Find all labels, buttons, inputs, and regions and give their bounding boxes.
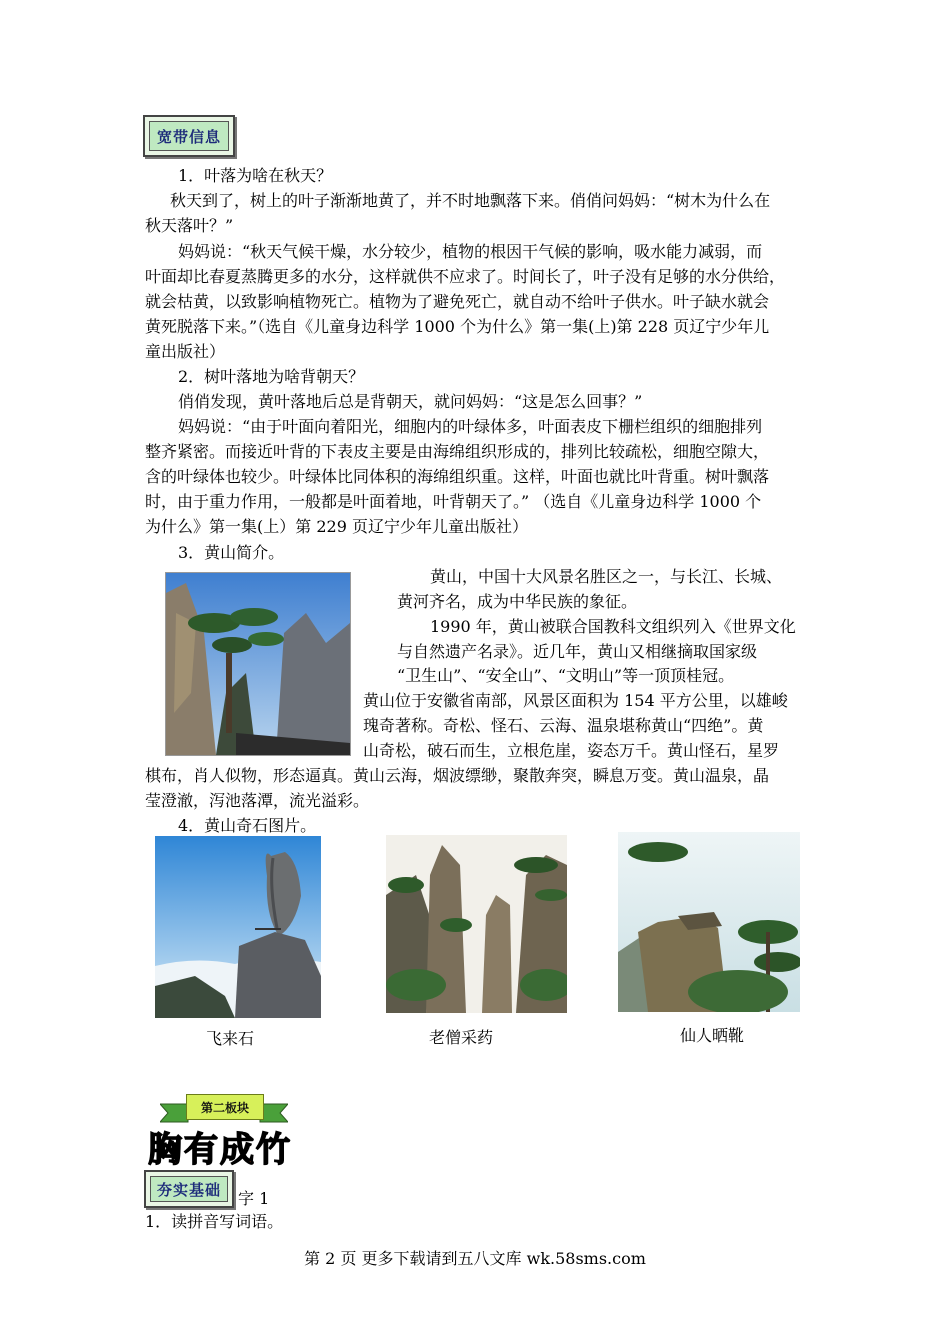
sec3-right-line2: 黄河齐名，成为中华民族的象征。 — [397, 592, 638, 611]
caption-laoseng-caiyao: 老僧采药 — [429, 1028, 494, 1047]
module-ribbon-label: 第二板块 — [186, 1094, 264, 1120]
sec1-p2-line4: 黄死脱落下来。”（选自《儿童身边科学 1000 个为什么》第一集(上)第 228 页辽宁少年儿 — [145, 317, 770, 336]
xianren-shaixue-photo — [618, 832, 800, 1012]
sec2-p2-line3: 含的叶绿体也较少。叶绿体比同体积的海绵组织重。这样，叶面也就比叶背重。树叶飘落 — [145, 467, 770, 486]
laoseng-caiyao-photo — [386, 835, 567, 1013]
sec1-heading: 1．叶落为啥在秋天？ — [178, 166, 333, 185]
basics-item1: 1．读拼音写词语。 — [145, 1212, 284, 1231]
sec2-p2-line4: 时，由于重力作用，一般都是叶面着地，叶背朝天了。” （选自《儿童身边科学 1000 个 — [145, 492, 762, 511]
module-title: 胸有成竹 — [148, 1130, 292, 1170]
page-footer: 第 2 页 更多下载请到五八文库 wk.58sms.com — [304, 1249, 646, 1268]
basics-suffix: 字 1 — [238, 1189, 270, 1208]
sec3-right-line4: 与自然遗产名录》。近几年，黄山又相继摘取国家级 — [397, 642, 758, 661]
basics-badge-label: 夯实基础 — [150, 1176, 228, 1202]
sec2-p2-line1: 妈妈说：“由于叶面向着阳光，细胞内的叶绿体多，叶面表皮下栅栏组织的细胞排列 — [178, 417, 763, 436]
sec2-p2-line2: 整齐紧密。而接近叶背的下表皮主要是由海绵组织形成的，排列比较疏松，细胞空隙大， — [145, 442, 770, 461]
sec2-p1: 俏俏发现，黄叶落地后总是背朝天，就问妈妈：“这是怎么回事？” — [178, 392, 643, 411]
sec3-right-line3: 1990 年，黄山被联合国教科文组织列入《世界文化 — [430, 617, 796, 636]
sec3-wide-line3: 山奇松，破石而生，立根危崖，姿态万千。黄山怪石，星罗 — [363, 741, 780, 760]
sec1-p2-line2: 叶面却比春夏蒸腾更多的水分，这样就供不应求了。时间长了，叶子没有足够的水分供给， — [145, 267, 786, 286]
info-badge — [143, 115, 235, 157]
sec3-full-line2: 莹澄澈，泻池落潭，流光溢彩。 — [145, 791, 370, 810]
sec1-p2-line1: 妈妈说：“秋天气候干燥，水分较少，植物的根因干气候的影响，吸水能力减弱，而 — [178, 242, 763, 261]
sec3-wide-line1: 黄山位于安徽省南部，风景区面积为 154 平方公里，以雄峻 — [363, 691, 788, 710]
sec3-right-line5: “卫生山”、“安全山”、“文明山”等一顶顶桂冠。 — [397, 666, 735, 685]
sec3-heading: 3．黄山简介。 — [178, 543, 285, 562]
caption-feilaishi: 飞来石 — [206, 1029, 255, 1048]
sec2-heading: 2．树叶落地为啥背朝天？ — [178, 367, 365, 386]
huangshan-pine-photo — [165, 572, 351, 756]
sec1-p2-line5: 童出版社） — [145, 342, 226, 361]
sec1-p1-line2: 秋天落叶？” — [145, 216, 234, 235]
feilaishi-photo — [155, 836, 321, 1018]
caption-xianren-shaixue: 仙人晒靴 — [680, 1026, 745, 1045]
sec3-right-line1: 黄山，中国十大风景名胜区之一，与长江、长城、 — [430, 567, 783, 586]
basics-badge — [144, 1170, 234, 1208]
sec4-heading: 4．黄山奇石图片。 — [178, 816, 317, 835]
info-badge-label: 宽带信息 — [149, 121, 229, 151]
sec1-p2-line3: 就会枯黄，以致影响植物死亡。植物为了避免死亡，就自动不给叶子供水。叶子缺水就会 — [145, 292, 770, 311]
sec3-wide-line2: 瑰奇著称。奇松、怪石、云海、温泉堪称黄山“四绝”。黄 — [363, 716, 764, 735]
sec1-p1-line1: 秋天到了，树上的叶子渐渐地黄了，并不时地飘落下来。俏俏问妈妈：“树木为什么在 — [170, 191, 771, 210]
sec2-p2-line5: 为什么》第一集(上）第 229 页辽宁少年儿童出版社） — [145, 517, 528, 536]
sec3-full-line1: 棋布，肖人似物，形态逼真。黄山云海，烟波缥缈，聚散奔突，瞬息万变。黄山温泉，晶 — [145, 766, 770, 785]
